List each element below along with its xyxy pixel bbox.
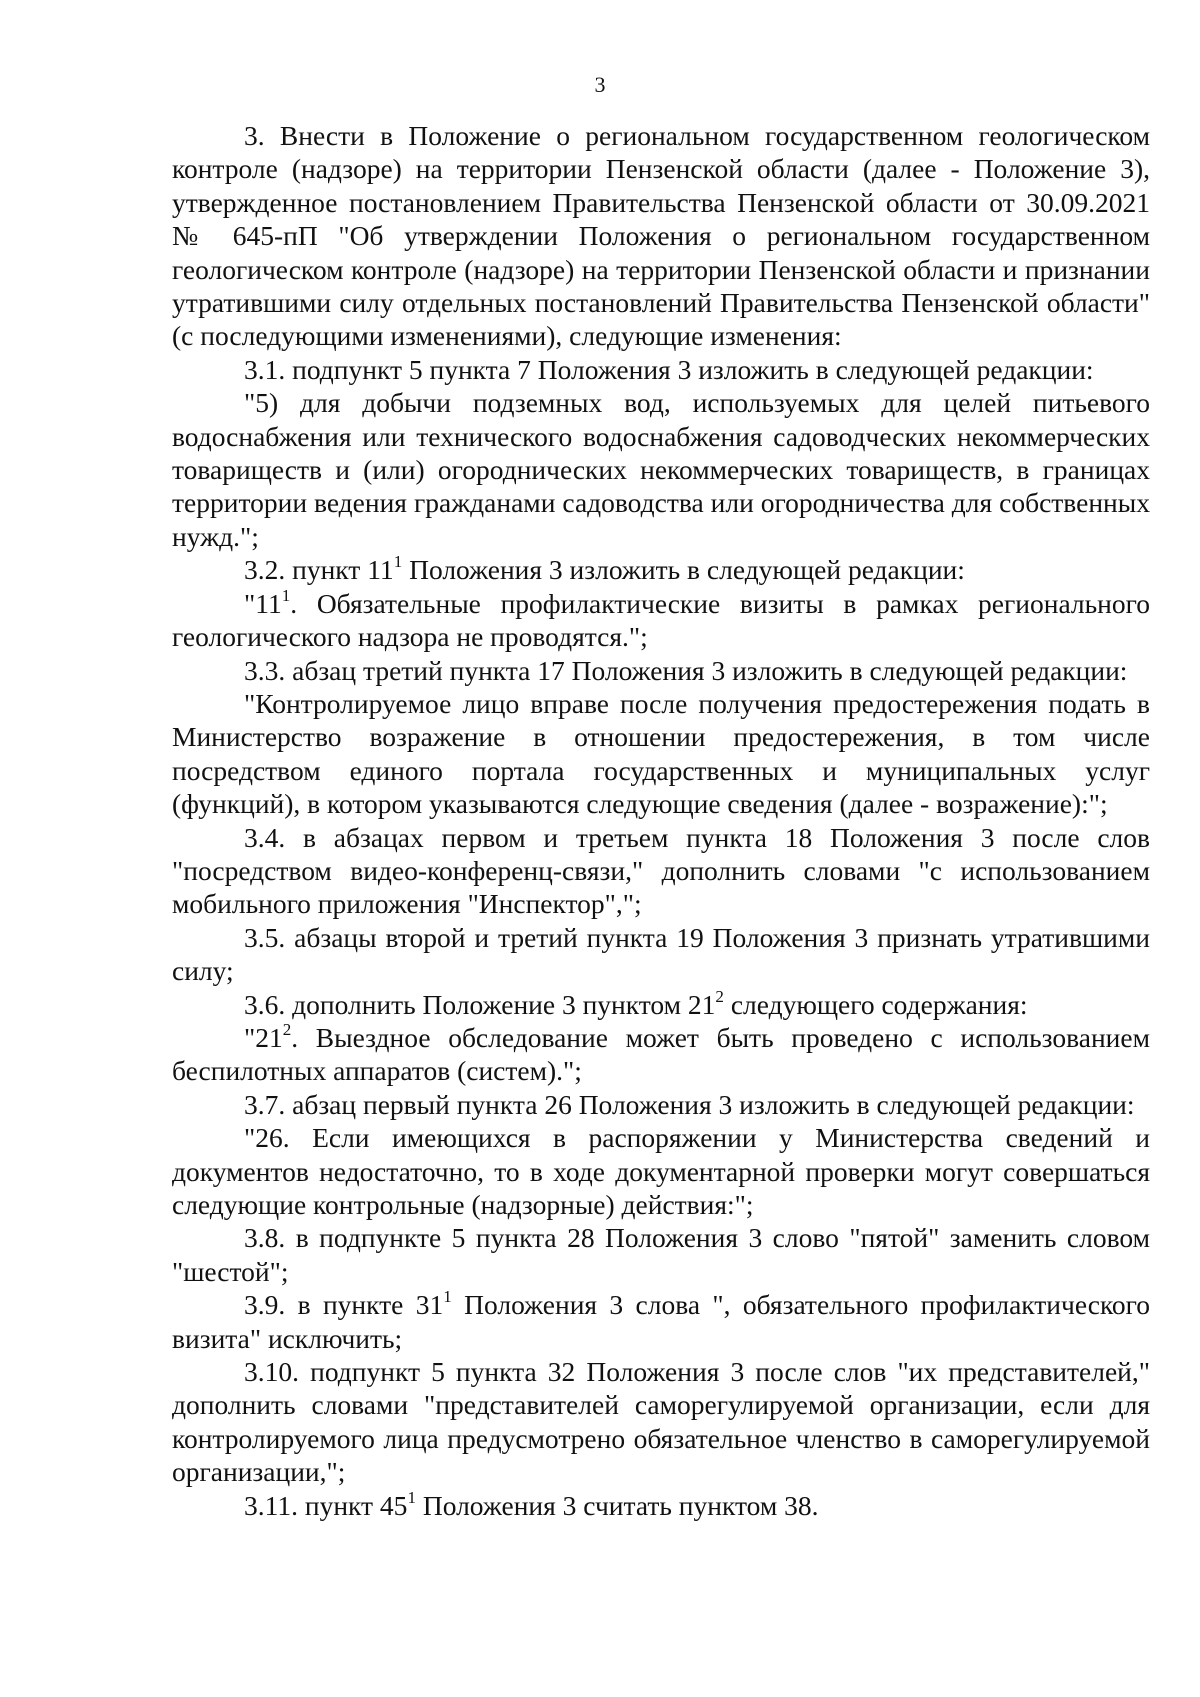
superscript: 1 — [443, 1287, 452, 1307]
paragraph-3-3-quote: "Контролируемое лицо вправе после получения предостережения подать в Министерство возражение в отношении предостережения, в том числе посредством единого портала государственных и муниципальных услуг (функций), в котором указываются следующие сведения (далее - возражение):"; — [172, 687, 1150, 820]
paragraph-3-9 — [172, 1288, 1150, 1355]
page-number: 3 — [594, 72, 606, 97]
paragraph-3-7-quote: "26. Если имеющихся в распоряжении у Министерства сведений и документов недостаточно, то в ходе документарной проверки могут совершаться следующие контрольные (надзорные) действия:"; — [172, 1122, 1150, 1220]
paragraph-text: . Выездное обследование может быть проведено с использованием беспилотных аппаратов (систем)."; — [172, 1021, 1150, 1087]
paragraph-text: 3.9. в пункте 31 — [244, 1289, 444, 1321]
paragraph-3-7: 3.7. абзац первый пункта 26 Положения 3 изложить в следующей редакции: — [244, 1088, 1135, 1120]
paragraph-text: . Обязательные профилактические визиты в рамках регионального геологического надзора не проводятся."; — [172, 587, 1150, 653]
paragraph-3-8: 3.8. в подпункте 5 пункта 28 Положения 3 слово "пятой" заменить словом "шестой"; — [172, 1222, 1150, 1287]
paragraph-3-2 — [172, 553, 1150, 586]
paragraph-text: "21 — [244, 1021, 283, 1053]
paragraph-text: 3.6. дополнить Положение 3 пунктом 21 — [244, 988, 716, 1020]
paragraph-text: Положения 3 изложить в следующей редакции: — [402, 554, 965, 586]
paragraph-3-6-quote — [172, 1021, 1150, 1088]
document-body — [172, 119, 1150, 1522]
paragraph-3-5: 3.5. абзацы второй и третий пункта 19 Положения 3 признать утратившими силу; — [172, 921, 1150, 987]
paragraph-3-10: 3.10. подпункт 5 пункта 32 Положения 3 после слов "их представителей," дополнить словами "представителей саморегулируемой организации, если для контролируемого лица предусмотрено обязательное членство в саморегулируемой организации,"; — [172, 1356, 1150, 1488]
paragraph-text: 3.11. пункт 45 — [244, 1489, 408, 1521]
paragraph-3-1: 3.1. подпункт 5 пункта 7 Положения 3 изложить в следующей редакции: — [244, 353, 1094, 385]
superscript: 1 — [393, 552, 403, 572]
paragraph-3: 3. Внести в Положение о региональном государственном геологическом контроле (надзоре) на территории Пензенской области (далее - Положение 3), утвержденное постановлением Правительства Пензенской области от 30.09.2021 № 645-пП "Об утверждении Положения о региональном государственном геологическом контроле (надзоре) на территории Пензенской области и признании утратившими силу отдельных постановлений Правительства Пензенской области" (с последующими изменениями), следующие изменения: — [172, 120, 1150, 352]
paragraph-3-3: 3.3. абзац третий пункта 17 Положения 3 изложить в следующей редакции: — [244, 654, 1128, 686]
paragraph-text: Положения 3 считать пунктом 38. — [415, 1489, 819, 1521]
paragraph-3-2-quote — [172, 587, 1150, 654]
paragraph-text: "11 — [244, 587, 282, 619]
superscript: 1 — [407, 1487, 416, 1507]
paragraph-text: следующего содержания: — [723, 988, 1028, 1020]
paragraph-3-11 — [172, 1489, 1150, 1522]
superscript: 2 — [715, 986, 724, 1006]
superscript: 1 — [281, 585, 291, 605]
paragraph-3-6 — [172, 988, 1150, 1021]
paragraph-text: 3.2. пункт 11 — [244, 554, 394, 586]
paragraph-3-1-quote: "5) для добычи подземных вод, используемых для целей питьевого водоснабжения или технического водоснабжения садоводческих некоммерческих товариществ и (или) огороднических некоммерческих товариществ, в границах территории ведения гражданами садоводства или огородничества для собственных нужд."; — [172, 387, 1150, 552]
paragraph-text: Положения 3 слова ", обязательного профилактического визита" исключить; — [172, 1289, 1150, 1354]
superscript: 2 — [282, 1020, 292, 1040]
paragraph-3-4: 3.4. в абзацах первом и третьем пункта 18 Положения 3 после слов "посредством видео-конференц-связи," дополнить словами "с использованием мобильного приложения "Инспектор","; — [172, 821, 1150, 920]
